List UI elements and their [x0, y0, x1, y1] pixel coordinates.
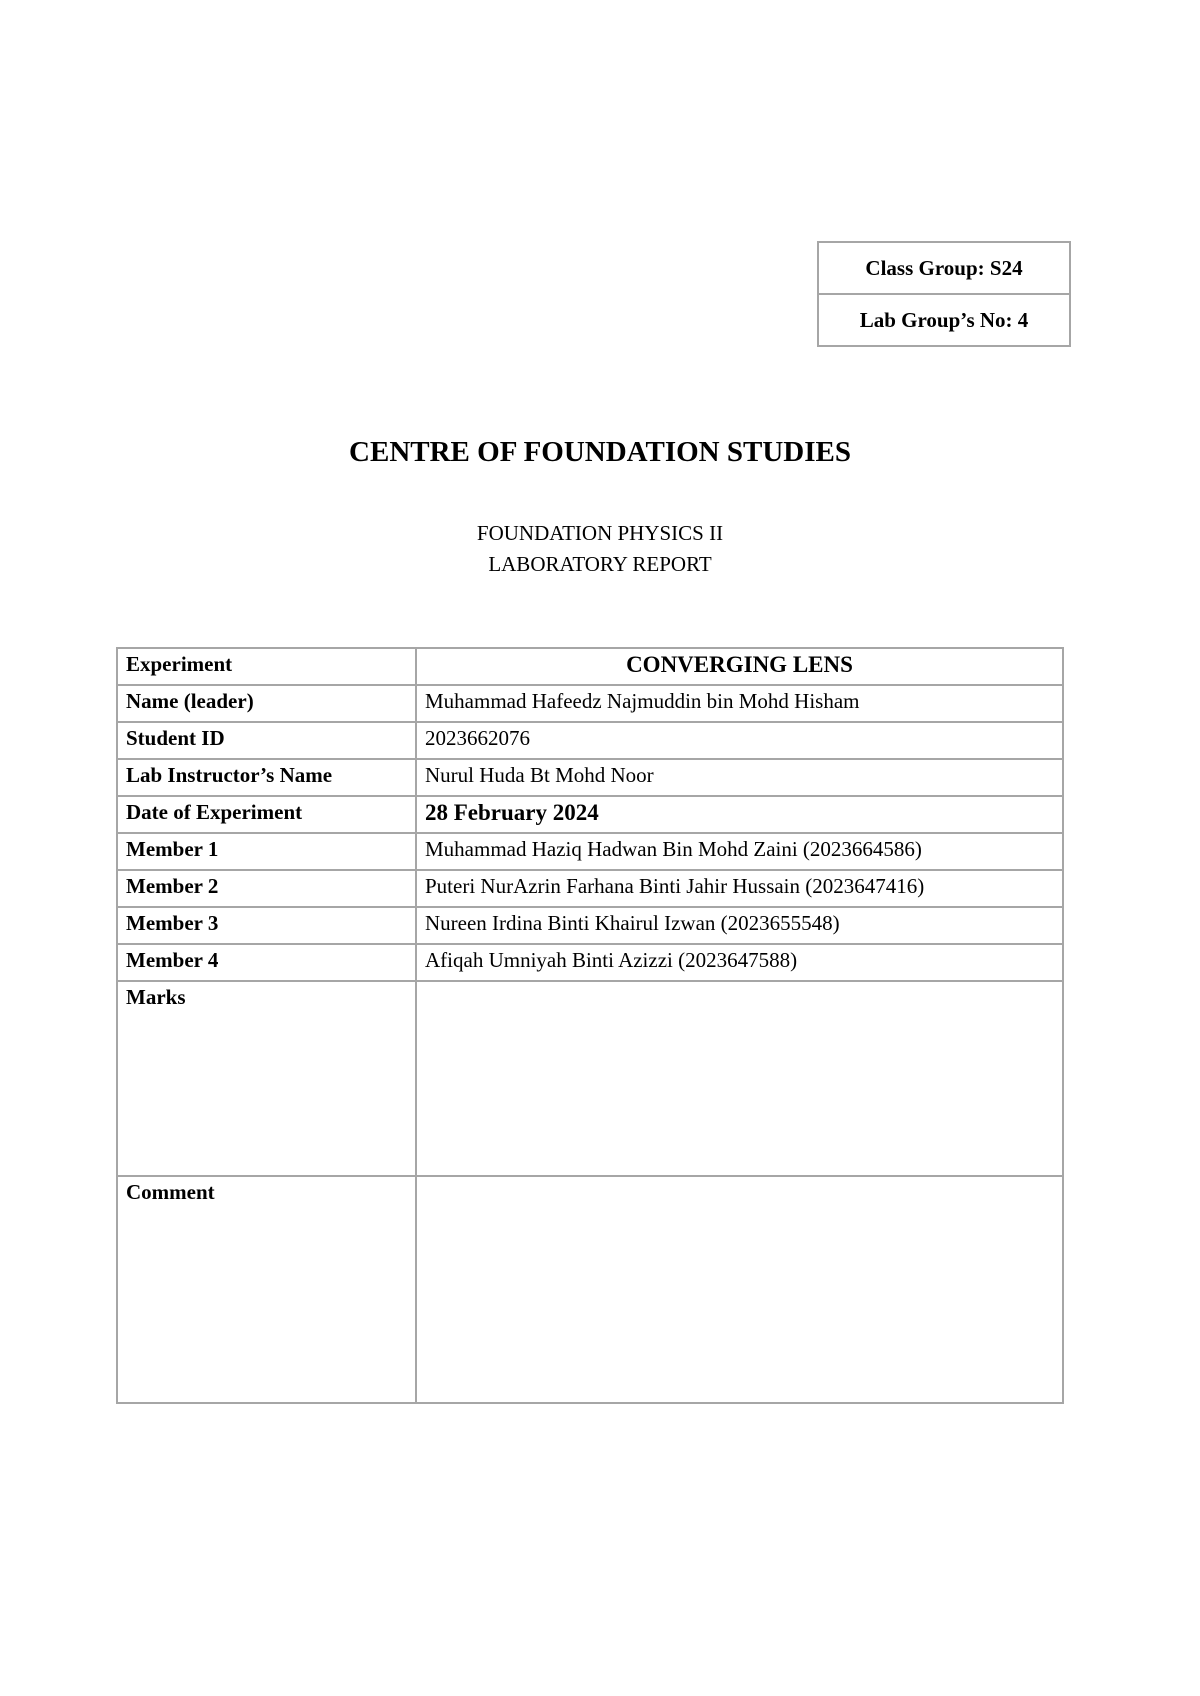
report-type: LABORATORY REPORT [488, 552, 712, 576]
marks-row [117, 981, 1063, 1176]
experiment-row [117, 648, 1063, 685]
member-value: Puteri NurAzrin Farhana Binti Jahir Hussain (2023647416) [416, 870, 1063, 907]
member-value: Nureen Irdina Binti Khairul Izwan (2023655548) [416, 907, 1063, 944]
comment-label: Comment [117, 1176, 416, 1403]
leader-row [117, 685, 1063, 722]
report-subtitle [0, 518, 1200, 580]
leader-value: Muhammad Hafeedz Najmuddin bin Mohd Hisham [416, 685, 1063, 722]
member-row [117, 870, 1063, 907]
marks-value [416, 981, 1063, 1176]
date-row [117, 796, 1063, 833]
lab-group-cell: Lab Group’s No: 4 [818, 294, 1070, 346]
member-row [117, 944, 1063, 981]
member-row [117, 907, 1063, 944]
instructor-label: Lab Instructor’s Name [117, 759, 416, 796]
member-label: Member 1 [117, 833, 416, 870]
date-label: Date of Experiment [117, 796, 416, 833]
instructor-row [117, 759, 1063, 796]
class-group-row [818, 242, 1070, 294]
lab-group-row [818, 294, 1070, 346]
student-id-value: 2023662076 [416, 722, 1063, 759]
comment-row [117, 1176, 1063, 1403]
class-group-cell: Class Group: S24 [818, 242, 1070, 294]
marks-label: Marks [117, 981, 416, 1176]
date-value: 28 February 2024 [416, 796, 1063, 833]
leader-label: Name (leader) [117, 685, 416, 722]
member-label: Member 3 [117, 907, 416, 944]
instructor-value: Nurul Huda Bt Mohd Noor [416, 759, 1063, 796]
member-value: Muhammad Haziq Hadwan Bin Mohd Zaini (2023664586) [416, 833, 1063, 870]
experiment-value: CONVERGING LENS [416, 648, 1063, 685]
experiment-label: Experiment [117, 648, 416, 685]
course-name: FOUNDATION PHYSICS II [476, 521, 724, 545]
member-label: Member 2 [117, 870, 416, 907]
report-info-table [116, 647, 1064, 1404]
student-id-label: Student ID [117, 722, 416, 759]
group-info-box [817, 241, 1071, 347]
member-label: Member 4 [117, 944, 416, 981]
comment-value [416, 1176, 1063, 1403]
member-row [117, 833, 1063, 870]
page-title: CENTRE OF FOUNDATION STUDIES [349, 436, 851, 468]
student-id-row [117, 722, 1063, 759]
member-value: Afiqah Umniyah Binti Azizzi (2023647588) [416, 944, 1063, 981]
